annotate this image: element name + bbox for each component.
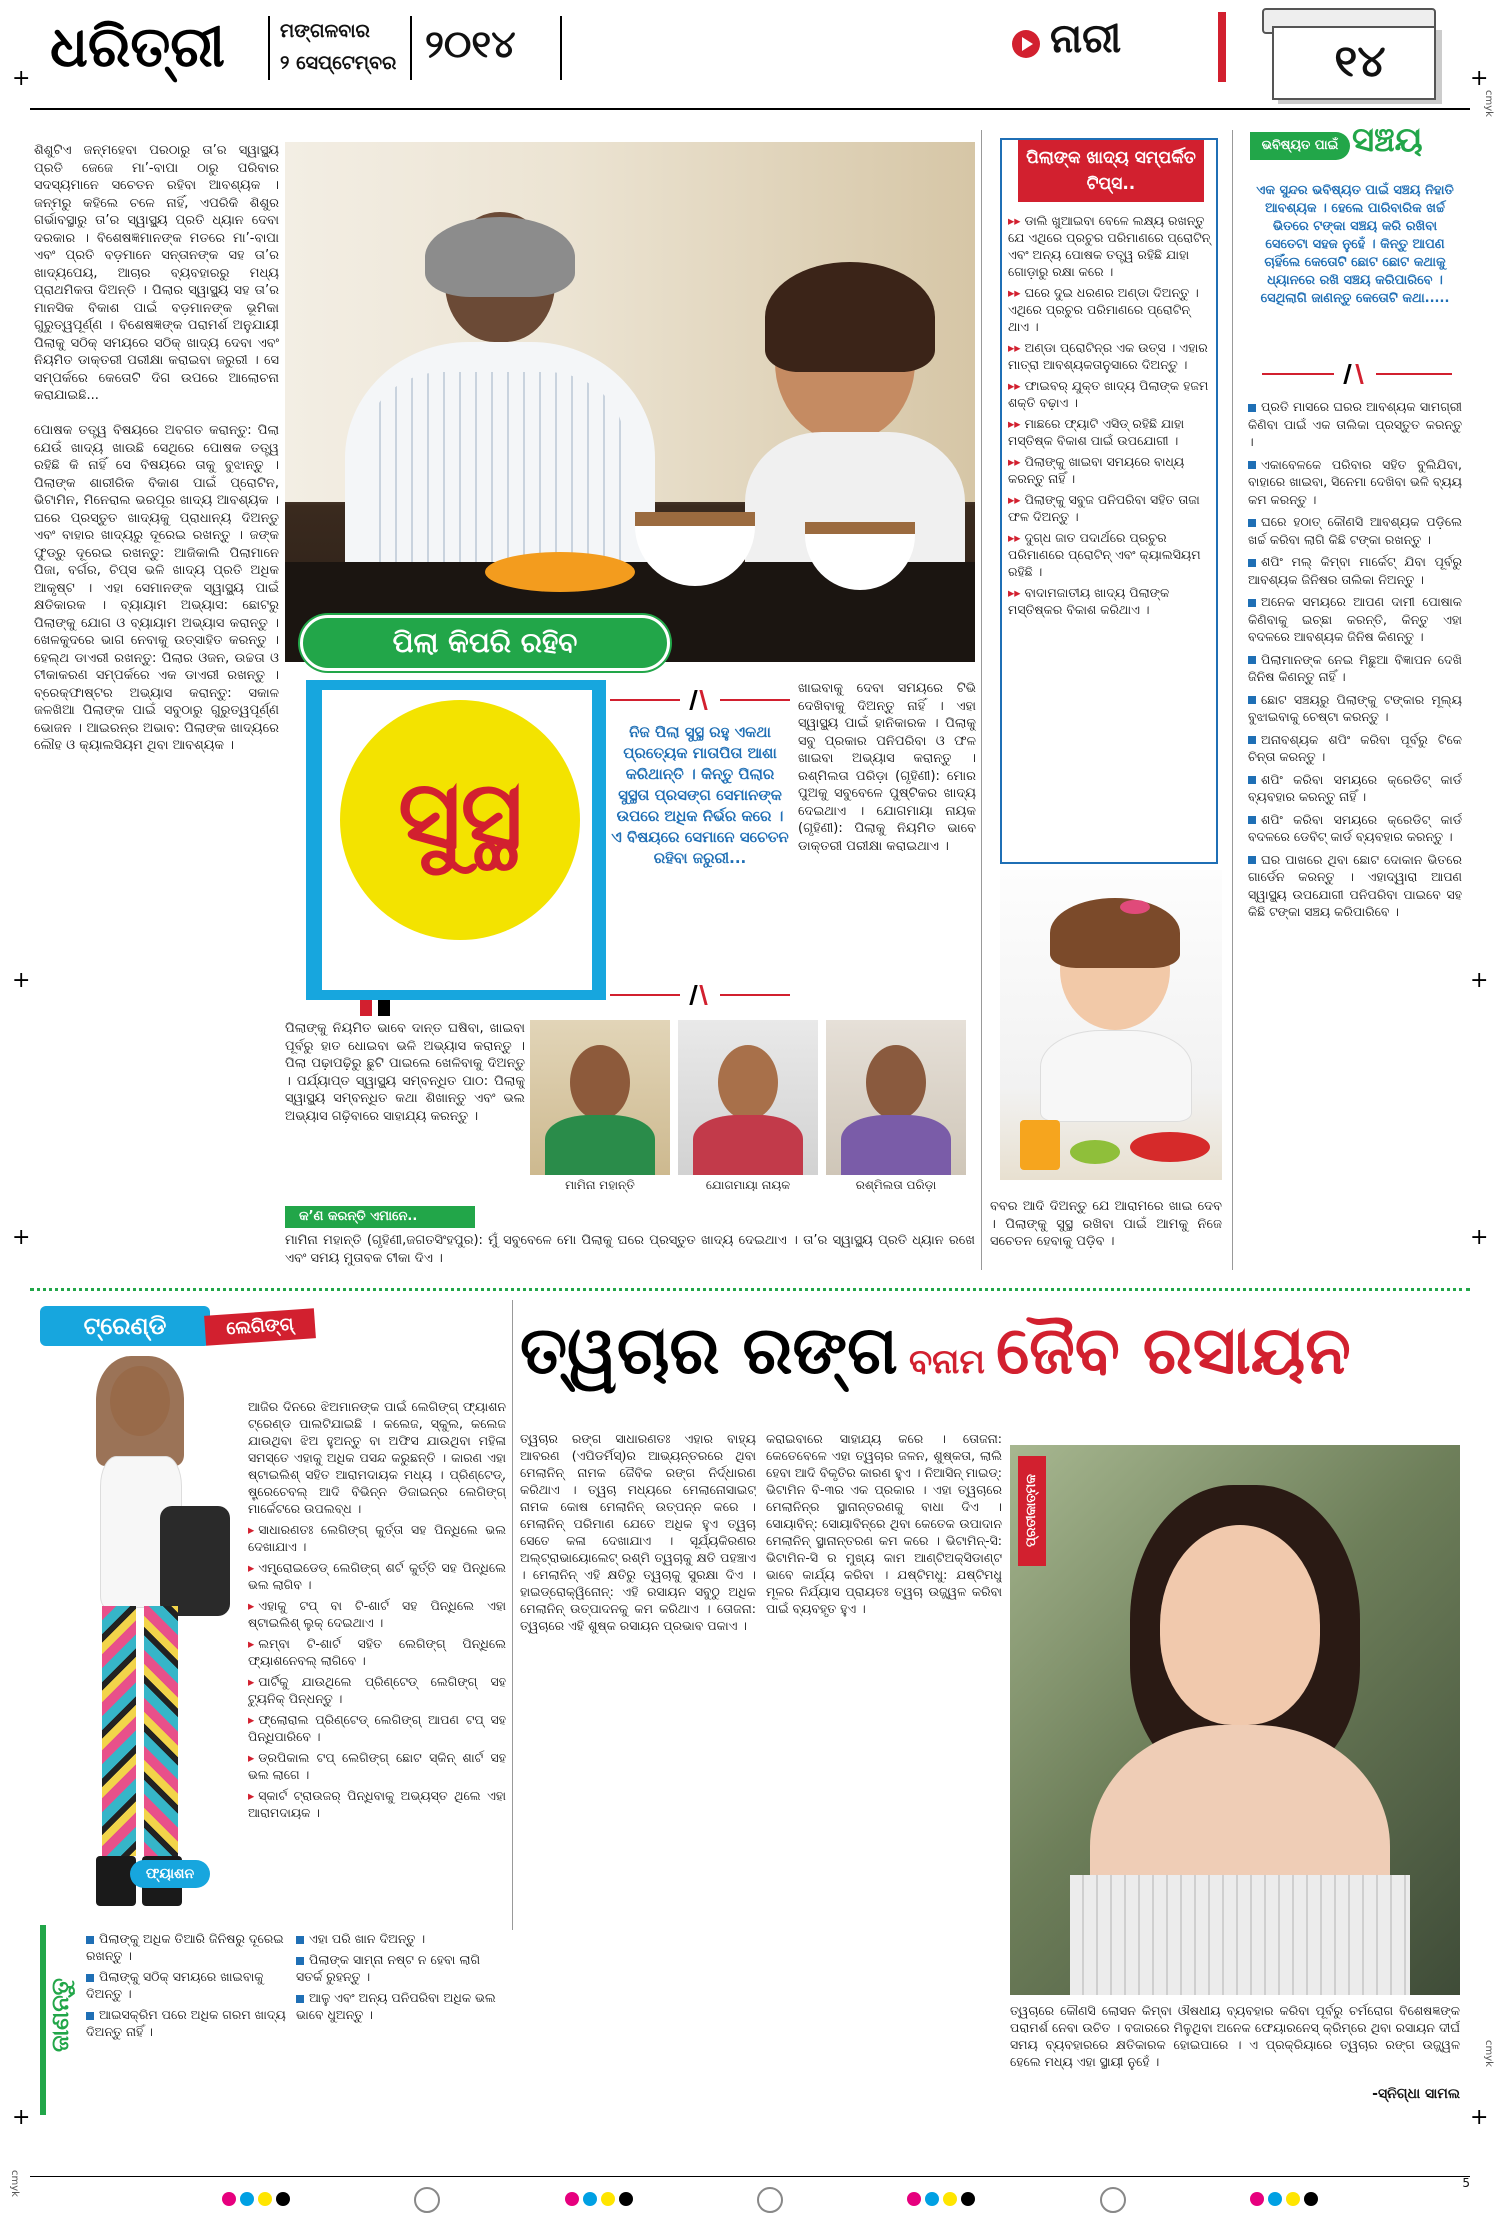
tip-item: ▸▸ ଫାଇବର୍ ଯୁକ୍ତ ଖାଦ୍ୟ ପିଲାଙ୍କ ହଜମ ଶକ୍ତି ବଢ଼ାଏ । [1008, 378, 1209, 410]
savings-item: ଶପିଂ କରିବା ସମୟରେ କ୍ରେଡିଟ୍ କାର୍ଡ ବ୍ୟବହାର କରନ୍ତୁ ନାହିଁ । [1248, 771, 1462, 804]
fashion-label [130, 1860, 210, 1888]
bottom-tip-item: ପିଲାଙ୍କୁ ସଠିକ୍ ସମୟରେ ଖାଇବାକୁ ଦିଅନ୍ତୁ । [86, 1969, 264, 2001]
person-name-1: ମାମିନା ମହାନ୍ତି [565, 1178, 635, 1192]
savings-intro: ଏକ ସୁନ୍ଦର ଭବିଷ୍ୟତ ପାଇଁ ସଞ୍ଚୟ ନିହାତି ଆବଶ୍ୟକ । ହେଲେ ପାରିବାରିକ ଖର୍ଚ୍ଚ ଭିତରେ ଟଙ୍କା ସଞ୍ଚୟ କରି ରଖିବା ସେତେଟା ସହଜ ନୁହେଁ । କିନ୍ତୁ ଆପଣ ଚାହିଁଲେ କେତୋଟି ଛୋଟ ଛୋଟ କଥାକୁ ଧ୍ୟାନରେ ରଖି ସଞ୍ଚୟ କରିପାରିବେ । ସେଥିଲାଗି ଜାଣନ୍ତୁ କେତୋଟି କଥା..... [1256, 183, 1454, 306]
tip-item: ▸▸ ଘରେ ଦୁଇ ଧରଣର ଅଣ୍ଡା ଦିଅନ୍ତୁ । ଏଥିରେ ପ୍ରଚୁର ପରିମାଣରେ ପ୍ରୋଟିନ୍ ଥାଏ । [1008, 285, 1199, 334]
tip-item: ▸▸ ପିଲାଙ୍କୁ ଖାଇବା ସମୟରେ ବାଧ୍ୟ କରନ୍ତୁ ନାହିଁ । [1008, 454, 1185, 486]
tips-title-text: ପିଲାଙ୍କ ଖାଦ୍ୟ ସମ୍ପର୍କିତ ଟିପ୍ସ.. [1026, 148, 1196, 194]
main-col1-more: ପୋଷକ ତତ୍ତ୍ୱ ବିଷୟରେ ଅବଗତ କରାନ୍ତୁ: ପିଲା ଯେଉଁ ଖାଦ୍ୟ ଖାଉଛି ସେଥିରେ ପୋଷକ ତତ୍ତ୍ୱ ରହିଛି କି ନାହିଁ ସେ ବିଷୟରେ ତାକୁ ବୁଝାନ୍ତୁ । ପିଲାଙ୍କ ଶାରୀରିକ ବିକାଶ ପାଇଁ ପ୍ରୋଟିନ, ଭିଟାମିନ, ମିନେରାଲ ଭରପୂର ଖାଦ୍ୟ ଆବଶ୍ୟକ । ଘରେ ପ୍ରସ୍ତୁତ ଖାଦ୍ୟକୁ ପ୍ରାଧାନ୍ୟ ଦିଅନ୍ତୁ ଏବଂ ବାହାର ଖାଦ୍ୟରୁ ଦୂରେଇ ରଖନ୍ତୁ । ଜଙ୍କ ଫୁଡ୍‌ରୁ ଦୂରେଇ ରଖନ୍ତୁ: ଆଜିକାଲି ପିଲାମାନେ ପିଜା, ବର୍ଗର, ଚିପ୍ସ ଭଳି ଖାଦ୍ୟ ପ୍ରତି ଅଧିକ ଆକୃଷ୍ଟ । ଏହା ସେମାନଙ୍କ ସ୍ୱାସ୍ଥ୍ୟ ପାଇଁ କ୍ଷତିକାରକ । ବ୍ୟାୟାମ ଅଭ୍ୟାସ: ଛୋଟରୁ ପିଲାଙ୍କୁ ଯୋଗ ଓ ବ୍ୟାୟାମ ଅଭ୍ୟାସ କରାନ୍ତୁ । ଖେଳକୁଦରେ ଭାଗ ନେବାକୁ ଉତ୍ସାହିତ କରନ୍ତୁ । ହେଲ୍‌ଥ ଡାଏରୀ ରଖନ୍ତୁ: ପିଲାର ଓଜନ, ଉଚ୍ଚତା ଓ ଟୀକାକରଣ ସମ୍ପର୍କରେ ଏକ ଡାଏରୀ ରଖନ୍ତୁ । ବ୍ରେକ୍‌ଫାଷ୍ଟର ଅଭ୍ୟାସ କରାନ୍ତୁ: ସକାଳ ଜଳଖିଆ ପିଲାଙ୍କ ପାଇଁ ସବୁଠାରୁ ଗୁରୁତ୍ୱପୂର୍ଣ୍ଣ ଭୋଜନ । ଆଇରନ୍‌ର ଅଭାବ: ପିଲାଙ୍କ ଖାଦ୍ୟରେ ଲୌହ ଓ କ୍ୟାଲସିୟମ ଥିବା ଆବଶ୍ୟକ । [34, 423, 279, 753]
bottom-tip-item: ପିଲାଙ୍କ ସାମ୍ନା ନଷ୍ଟ ନ ହେବା ଲାଗି ସତର୍କ ରୁହନ୍ତୁ । [296, 1952, 481, 1984]
play-icon [1012, 30, 1040, 58]
cmyk-mark-bottom: cmyk [1483, 2040, 1494, 2067]
savings-item: ଶପିଂ କରିବା ସମୟରେ କ୍ରେଡିଟ୍ କାର୍ଡ ବଦଳରେ ଡେବିଟ୍ କାର୍ଡ ବ୍ୟବହାର କରନ୍ତୁ । [1248, 811, 1462, 844]
main-bottom-text: ବବର ଆଦି ଦିଅନ୍ତୁ ଯେ ଆରାମରେ ଖାଇ ଦେବ । ପିଲାଙ୍କୁ ସୁସ୍ଥ ରଖିବା ପାଇଁ ଆମକୁ ନିଜେ ସଚେତନ ହେବାକୁ ପଡ଼ିବ । [990, 1199, 1222, 1249]
cmyk-mark-top: cmyk [1483, 90, 1494, 117]
trendy-title: ଟ୍ରେଣ୍ଡି [83, 1312, 167, 1340]
cosmetic-headline-a: ତ୍ୱଚାର ରଙ୍ଗ [520, 1312, 898, 1389]
trendy-item: ▸ ପାର୍ଟିକୁ ଯାଉଥିଲେ ପ୍ରିଣ୍ଟେଡ୍ ଲେଗିଙ୍ଗ୍ ସହ ଟ୍ୟୁନିକ୍ ପିନ୍ଧନ୍ତୁ । [248, 1674, 506, 1706]
savings-item: ଘରେ ହଠାତ୍ କୌଣସି ଆବଶ୍ୟକ ପଡ଼ିଲେ ଖର୍ଚ୍ଚ କରିବା ଲାଗି କିଛି ଟଙ୍କା ରଖନ୍ତୁ । [1248, 514, 1462, 547]
person-name-2: ଯୋଗମାୟା ନାୟକ [705, 1178, 791, 1192]
crop-mark-right-bottom: + [1470, 2105, 1489, 2130]
pullquote: ନିଜ ପିଲା ସୁସ୍ଥ ରହୁ ଏକଥା ପ୍ରତ୍ୟେକ ମାତାପିତା ଆଶା କରିଥାନ୍ତି । କିନ୍ତୁ ପିଲାର ସୁସ୍ଥତା ପ୍ରସଙ୍ଗ ସେମାନଙ୍କ ଉପରେ ଅଧିକ ନିର୍ଭର କରେ । ଏ ବିଷୟରେ ସେମାନେ ସଚେତନ ରହିବା ଜରୁରୀ... [611, 723, 789, 867]
masthead [0, 0, 1500, 110]
main-lead: ଶିଶୁଟିଏ ଜନ୍ମହେବା ପରଠାରୁ ତା’ର ସ୍ୱାସ୍ଥ୍ୟ ପ୍ରତି ଜେଜେ ମା’-ବାପା ଠାରୁ ପରିବାର ସଦସ୍ୟମାନେ ସଚେତନ ରହିବା ଆବଶ୍ୟକ । ଜନ୍ମରୁ କହିଲେ ଚଳେ ନାହିଁ, ଏପରିକି ଶିଶୁର ଗର୍ଭାବସ୍ଥାରୁ ତା’ର ସ୍ୱାସ୍ଥ୍ୟ ପ୍ରତି ଧ୍ୟାନ ଦେବା ଦରକାର । ବିଶେଷଜ୍ଞମାନଙ୍କ ମତରେ ମା’-ବାପା ଏବଂ ପ୍ରତି ବଡ଼ମାନେ ସନ୍ତାନଙ୍କ ସହ ତା’ର ଖାଦ୍ୟପେୟ, ଆଚାର ବ୍ୟବହାରରୁ ମଧ୍ୟ ପ୍ରାଥମିକତା ଦିଅନ୍ତି । ପିଲାର ସ୍ୱାସ୍ଥ୍ୟ ସହ ତା’ର ମାନସିକ ବିକାଶ ପାଇଁ ବଡ଼ମାନଙ୍କ ଭୂମିକା ଗୁରୁତ୍ୱପୂର୍ଣ୍ଣ । ବିଶେଷଜ୍ଞଙ୍କ ପରାମର୍ଶ ଅନୁଯାୟୀ ପିଲାକୁ ସଠିକ୍ ସମୟରେ ସଠିକ୍ ଖାଦ୍ୟ ଦେବା ଏବଂ ନିୟମିତ ଡାକ୍ତରୀ ପରୀକ୍ଷା କରାଇବା ଜରୁରୀ । ସେ ସମ୍ପର୍କରେ କେତୋଟି ଦିଗ ଉପରେ ଆଲୋଚନା କରାଯାଇଛି... [34, 143, 279, 403]
trendy-item: ▸ ଏହାକୁ ଟପ୍ ବା ଟି-ଶାର୍ଟ ସହ ପିନ୍ଧିଲେ ଏହା ଷ୍ଟାଇଲିଶ୍ ଲୁକ୍ ଦେଇଥାଏ । [248, 1598, 506, 1630]
tips-list [1008, 212, 1212, 858]
actress-photo-tag [1018, 1456, 1046, 1566]
cosmetic-byline: -ସ୍ନିଗ୍ଧା ସାମଲ [1372, 2086, 1460, 2102]
person-photo-3 [826, 1020, 966, 1175]
trendy-item: ▸ ଫ୍ଲୋରାଲ ପ୍ରିଣ୍ଟେଡ୍ ଲେଗିଙ୍ଗ୍ ଆପଣ ଟପ୍ ସହ ପିନ୍ଧିପାରିବେ । [248, 1712, 506, 1744]
masthead-rule [30, 108, 1470, 110]
registration-target-icon [1100, 2187, 1126, 2213]
tips-title [1018, 140, 1204, 202]
savings-kicker-text: ଭବିଷ୍ୟତ ପାଇଁ [1261, 138, 1339, 153]
masthead-year: ୨୦୧୪ [425, 22, 516, 66]
section-separator [30, 1288, 1470, 1291]
page-number: ୧୪ [1334, 36, 1386, 87]
trendy-item: ▸ ଲମ୍ବା ଟି-ଶାର୍ଟ ସହିତ ଲେଗିଙ୍ଗ୍ ପିନ୍ଧିଲେ ଫ୍ୟାଶନେବଲ୍ ଲାଗିବେ । [248, 1636, 506, 1668]
tip-item: ▸▸ ମାଛରେ ଫ୍ୟାଟି ଏସିଡ୍ ରହିଛି ଯାହା ମସ୍ତିଷ୍କ ବିକାଶ ପାଇଁ ଉପଯୋଗୀ । [1008, 416, 1185, 448]
registration-group [1248, 2191, 1320, 2210]
cosmetic-col2: କରାଇବାରେ ସାହାଯ୍ୟ କରେ । ତୋଜନା: କେତେବେଳେ ଏହା ତ୍ୱଚାର ଜଳନ, ଶୁଷ୍କତା, ଲାଲି ହେବା ଆଦି ବିକୃତିର କାରଣ ହୁଏ । ନିଆସିନ୍ ମାଇଡ୍: ଭିଟାମିନ ବି-୩ର ଏକ ପ୍ରକାର । ଏହା ତ୍ୱଚାରେ ମେଲାନିନ୍‌ର ସ୍ଥାନାନ୍ତରଣକୁ ବାଧା ଦିଏ । ସୋୟାବିନ୍: ସୋୟାବିନ୍‌ରେ ଥିବା କେତେକ ଉପାଦାନ ମେଲାନିନ୍ ସ୍ଥାନାନ୍ତରଣ କମ କରେ । ଭିଟାମିନ୍-ସି: ଭିଟାମିନ-ସି ର ମୁଖ୍ୟ କାମ ଆଣ୍ଟିଅକ୍ସିଡାଣ୍ଟ ଭାବେ କାର୍ଯ୍ୟ କରିବା । ଯଷ୍ଟିମଧୁ: ଯଷ୍ଟିମଧୁ ମୂଳର ନିର୍ଯ୍ୟାସ ପ୍ରାୟତଃ ତ୍ୱଚା ଉଜ୍ଜ୍ୱଳ କରିବା ପାଇଁ ବ୍ୟବହୃତ ହୁଏ । [766, 1431, 1002, 1616]
main-headline: ସୁସ୍ଥ [398, 759, 522, 871]
bottom-tip-item: ଏହା ପରି ଖାନ ଦିଅନ୍ତୁ । [296, 1930, 506, 1947]
trendy-item: ▸ ସ୍କାର୍ଟ ଟ୍ରାଉଜର୍ ପିନ୍ଧିବାକୁ ଅଭ୍ୟସ୍ତ ଥିଲେ ଏହା ଆରାମଦାୟକ । [248, 1788, 506, 1820]
trendy-item: ▸ ଏମ୍ବ୍ରୋଇଡେଡ୍ ଲେଗିଙ୍ଗ୍ ଶର୍ଟ କୁର୍ତ୍ତି ସହ ପିନ୍ଧିଲେ ଭଲ ଲାଗିବ । [248, 1560, 506, 1592]
cosmetic-headline-b: ବନାମ [908, 1342, 985, 1382]
footer-page-number: 5 [1462, 2176, 1470, 2190]
cosmetic-headline [520, 1296, 1480, 1416]
main-lead-text [34, 142, 279, 1250]
crop-mark-right-low: + [1470, 1225, 1489, 1250]
trendy-banner [40, 1306, 210, 1346]
registration-target-icon [414, 2187, 440, 2213]
cosmetic-col3: ତ୍ୱଚାରେ କୌଣସି ଲୋସନ କିମ୍ବା ଔଷଧୀୟ ବ୍ୟବହାର କରିବା ପୂର୍ବରୁ ଚର୍ମରୋଗ ବିଶେଷଜ୍ଞଙ୍କ ପରାମର୍ଶ ନେବା ଉଚିତ । ବଜାରରେ ମିଳୁଥିବା ଅନେକ ଫେୟାରନେସ୍ କ୍ରିମ୍‌ରେ ଥିବା ରସାୟନ ଦୀର୍ଘ ସମୟ ବ୍ୟବହାରରେ କ୍ଷତିକାରକ ହୋଇପାରେ । ଏ ପ୍ରକ୍ରିୟାରେ ତ୍ୱଚାର ରଙ୍ଗ ଉଜ୍ଜ୍ୱଳ ହେଲେ ମଧ୍ୟ ଏହା ସ୍ଥାୟୀ ନୁହେଁ । [1010, 2003, 1460, 2069]
main-banner [300, 615, 670, 671]
savings-list [1248, 398, 1462, 1268]
tip-item: ▸▸ ଡାଲି ଖୁଆଇବା ବେଳେ ଲକ୍ଷ୍ୟ ରଖନ୍ତୁ ଯେ ଏଥିରେ ପ୍ରଚୁର ପରିମାଣରେ ପ୍ରୋଟିନ୍ ଏବଂ ଅନ୍ୟ ପୋଷକ ତତ୍ତ୍ୱ ରହିଛି ଯାହା ଗୋଡ଼ାରୁ ରକ୍ଷା କରେ । [1008, 213, 1211, 279]
bottom-tips-label-bar [40, 1925, 76, 2115]
bottom-tips-col2 [296, 1930, 506, 2115]
masthead-day: ମଙ୍ଗଳବାର [280, 20, 370, 42]
tip-item: ▸▸ ଅଣ୍ଡା ପ୍ରୋଟିନ୍‌ର ଏକ ଉତ୍ସ । ଏହାର ମାତ୍ରା ଆବଶ୍ୟକତାନୁସାରେ ଦିଅନ୍ତୁ । [1008, 340, 1208, 372]
registration-target-icon [757, 2187, 783, 2213]
bottom-tips-label: ଜାଣନ୍ତୁ [46, 1978, 74, 2052]
tip-item: ▸▸ ପିଲାଙ୍କୁ ସବୁଜ ପନିପରିବା ସହିତ ତାଜା ଫଳ ଦିଅନ୍ତୁ । [1008, 492, 1200, 524]
trendy-text [248, 1398, 506, 1920]
main-col3-text: ଖାଇବାକୁ ଦେବା ସମୟରେ ଟିଭି ଦେଖିବାକୁ ଦିଅନ୍ତୁ ନାହିଁ । ଏହା ସ୍ୱାସ୍ଥ୍ୟ ପାଇଁ ହାନିକାରକ । ପିଲାକୁ ସବୁ ପ୍ରକାର ପନିପରିବା ଓ ଫଳ ଖାଇବା ଅଭ୍ୟାସ କରାନ୍ତୁ । ରଶ୍ମିଲତା ପରିଡ଼ା (ଗୃହିଣୀ): ମୋର ପୁଅକୁ ସବୁବେଳେ ପୁଷ୍ଟିକର ଖାଦ୍ୟ ଦେଇଥାଏ । ଯୋଗମାୟା ନାୟକ (ଗୃହିଣୀ): ପିଲାକୁ ନିୟମିତ ଭାବେ ଡାକ୍ତରୀ ପରୀକ୍ଷା କରାଇଥାଏ । [798, 681, 976, 854]
savings-title: ସଞ୍ଚୟ [1352, 120, 1423, 160]
masthead-divider-1 [268, 16, 270, 80]
person-photo-2 [678, 1020, 818, 1175]
savings-item: ଶପିଂ ମଲ୍ କିମ୍ବା ମାର୍କେଟ୍ ଯିବା ପୂର୍ବରୁ ଆବଶ୍ୟକ ଜିନିଷର ତାଲିକା ନିଅନ୍ତୁ । [1248, 554, 1462, 587]
person-name-3: ରଶ୍ମିଲତା ପରିଡ଼ା [855, 1178, 937, 1192]
registration-group [905, 2191, 977, 2210]
actress-photo-tag-text: ପ୍ରତୀକାତ୍ମକ [1024, 1474, 1039, 1548]
footer-rule [30, 2176, 1470, 2177]
main-banner-text: ପିଲା କିପରି ରହିବ [392, 626, 578, 659]
masthead-logo: ଧରିତ୍ରୀ [50, 15, 225, 80]
person-photo-1 [530, 1020, 670, 1175]
section-bar [1218, 12, 1226, 82]
savings-kicker [1250, 132, 1350, 160]
pullquote-ornament-top [610, 690, 790, 710]
registration-group [220, 2191, 292, 2210]
trendy-subtitle-box [204, 1308, 316, 1346]
tip-item: ▸▸ ବାଦାମଜାତୀୟ ଖାଦ୍ୟ ପିଲାଙ୍କ ମସ୍ତିଷ୍କର ବିକାଶ କରିଥାଏ । [1008, 585, 1170, 617]
bottom-tips-col1 [86, 1930, 286, 2115]
trendy-item: ▸ ଡ୍ରପିକାଲ ଟପ୍ ଲେଗିଙ୍ଗ୍ ଛୋଟ ସ୍କିନ୍ ଶାର୍ଟ ସହ ଭଲ ଲାଗେ । [248, 1750, 506, 1782]
cmyk-mark-left: cmyk [9, 2170, 20, 2197]
crop-mark-left-mid: + [12, 968, 31, 993]
savings-item: ପିଲାମାନଙ୍କ ନେଇ ମିଛୁଆ ବିଜ୍ଞାପନ ଦେଖି ଜିନିଷ କିଣନ୍ତୁ ନାହିଁ । [1248, 651, 1462, 684]
trendy-item: ▸ ସାଧାରଣତଃ ଲେଗିଙ୍ଗ୍ କୁର୍ତ୍ତା ସହ ପିନ୍ଧିଲେ ଭଲ ଦେଖାଯାଏ । [248, 1522, 506, 1554]
people-caption-text: କ’ଣ କରନ୍ତି ଏମାନେ.. [299, 1209, 418, 1224]
registration-group [563, 2191, 635, 2210]
column-divider-3 [512, 1300, 513, 1930]
savings-item: ଅନାବଶ୍ୟକ ଶପିଂ କରିବା ପୂର୍ବରୁ ଟିକେ ଚିନ୍ତା କରନ୍ତୁ । [1248, 731, 1462, 764]
bottom-tip-item: ଆଇସକ୍ରିମ ପରେ ଅଧିକ ଗରମ ଖାଦ୍ୟ ଦିଅନ୍ତୁ ନାହିଁ । [86, 2007, 286, 2039]
trendy-lead: ଆଜିର ଦିନରେ ଝିଅମାନଙ୍କ ପାଇଁ ଲେଗିଙ୍ଗ୍ ଫ୍ୟାଶନ ଟ୍ରେଣ୍ଡ ପାଲଟିଯାଇଛି । କଲେଜ, ସ୍କୁଲ, କଲେଜ ଯାଉଥିବା ଝିଅ ହୁଅନ୍ତୁ ବା ଅଫିସ ଯାଉଥିବା ମହିଳା ସମସ୍ତେ ଏହାକୁ ଅଧିକ ପସନ୍ଦ କରୁଛନ୍ତି । କାରଣ ଏହା ଷ୍ଟାଇଲିଶ୍ ସହିତ ଆରାମଦାୟକ ମଧ୍ୟ । ପ୍ରିଣ୍ଟେଡ୍, ଷ୍ଟ୍ରେଚେବଲ୍ ଆଦି ବିଭିନ୍ନ ଡିଜାଇନ୍‌ର ଲେଗିଙ୍ଗ୍ ମାର୍କେଟରେ ଉପଲବ୍ଧ । [248, 1399, 506, 1516]
crop-mark-left-low: + [12, 1225, 31, 1250]
people-caption [285, 1206, 475, 1228]
cosmetic-col1: ତ୍ୱଚାର ରଙ୍ଗ ସାଧାରଣତଃ ଏହାର ବାହ୍ୟ ଆବରଣ (ଏପିଡର୍ମିସ୍)ର ଆଭ୍ୟନ୍ତରରେ ଥିବା ମେଲାନିନ୍ ନାମକ ଜୈବିକ ରଙ୍ଗ ନିର୍ଦ୍ଧାରଣ କରିଥାଏ । ତ୍ୱଚା ମଧ୍ୟରେ ମେଲାନୋସାଇଟ୍ ନାମକ କୋଷ ମେଲାନିନ୍ ଉତ୍ପନ୍ନ କରେ । ମେଲାନିନ୍ ପରିମାଣ ଯେତେ ଅଧିକ ହୁଏ ତ୍ୱଚା ସେତେ କଳା ଦେଖାଯାଏ । ସୂର୍ଯ୍ୟକିରଣର ଅଲ୍‌ଟ୍ରାଭାୟୋଲେଟ୍ ରଶ୍ମି ତ୍ୱଚାକୁ କ୍ଷତି ପହଞ୍ଚାଏ । ମେଲାନିନ୍ ଏହି କ୍ଷତିରୁ ତ୍ୱଚାକୁ ସୁରକ୍ଷା ଦିଏ । ହାଇଡ୍ରୋକ୍ୱିନୋନ୍: ଏହି ରସାୟନ ସବୁଠୁ ଅଧିକ ମେଲାନିନ୍ ଉତ୍ପାଦନକୁ କମ କରିଥାଏ । ତୋଜନା: ତ୍ୱଚାରେ ଏହି ଶୁଷ୍କ ରସାୟନ ପ୍ରଭାବ ପକାଏ । [520, 1431, 756, 1633]
savings-item: ଘର ପାଖରେ ଥିବା ଛୋଟ ଦୋକାନ ଭିତରେ ଗାର୍ଡେନ କରନ୍ତୁ । ଏହାଦ୍ୱାରା ଆପଣ ସ୍ୱାସ୍ଥ୍ୟ ଉପଯୋଗୀ ପନିପରିବା ପାଇବେ ସହ କିଛି ଟଙ୍କା ସଞ୍ଚୟ କରିପାରିବେ । [1248, 851, 1462, 919]
main-col2-text: ପିଲାଙ୍କୁ ନିୟମିତ ଭାବେ ଦାନ୍ତ ଘଷିବା, ଖାଇବା ପୂର୍ବରୁ ହାତ ଧୋଇବା ଭଳି ଅଭ୍ୟାସ କରାନ୍ତୁ । ପିଲା ପଢ଼ାପଢ଼ିରୁ ଛୁଟି ପାଇଲେ ଖେଳିବାକୁ ଦିଅନ୍ତୁ । ପର୍ଯ୍ୟାପ୍ତ ସ୍ୱାସ୍ଥ୍ୟ ସମ୍ବନ୍ଧିତ ପାଠ: ପିଲାକୁ ସ୍ୱାସ୍ଥ୍ୟ ସମ୍ବନ୍ଧିତ କଥା ଶିଖାନ୍ତୁ ଏବଂ ଭଲ ଅଭ୍ୟାସ ଗଢ଼ିବାରେ ସାହାଯ୍ୟ କରନ୍ତୁ । [285, 1021, 525, 1124]
crop-mark-left-top: + [12, 66, 31, 91]
crop-mark-left-bottom: + [12, 2105, 31, 2130]
trendy-subtitle: ଲେଗିଙ୍ଗ୍ [225, 1313, 295, 1340]
actress-photo [1010, 1445, 1460, 1995]
tip-item: ▸▸ ଦୁଗ୍ଧ ଜାତ ପଦାର୍ଥରେ ପ୍ରଚୁର ପରିମାଣରେ ପ୍ରୋଟିନ୍ ଏବଂ କ୍ୟାଲସିୟମ ରହିଛି । [1008, 530, 1201, 579]
people-text: ମାମିନା ମହାନ୍ତି (ଗୃହିଣୀ,ଜଗତସିଂହପୁର): ମୁଁ ସବୁବେଳେ ମୋ ପିଲାକୁ ଘରେ ପ୍ରସ୍ତୁତ ଖାଦ୍ୟ ଦେଇଥାଏ । ତା’ର ସ୍ୱାସ୍ଥ୍ୟ ପ୍ରତି ଧ୍ୟାନ ରଖେ ଏବଂ ସମୟ ମୁତାବକ ଟୀକା ଦିଏ । [285, 1233, 975, 1266]
toddler-photo [1000, 870, 1222, 1180]
savings-item: ଏକାବେଳକେ ପରିବାର ସହିତ ବୁଲିଯିବା, ବାହାରେ ଖାଇବା, ସିନେମା ଦେଖିବା ଭଳି ବ୍ୟୟ କମ କରନ୍ତୁ । [1248, 456, 1462, 507]
bottom-tip-item: ଆଳୁ ଏବଂ ଅନ୍ୟ ପନିପରିବା ଅଧିକ ଭଲ ଭାବେ ଧୁଅନ୍ତୁ । [296, 1990, 496, 2022]
bottom-tip-item: ପିଲାଙ୍କୁ ଅଧିକ ତିଆରି ଜିନିଷରୁ ଦୂରେଇ ରଖନ୍ତୁ । [86, 1931, 284, 1963]
masthead-divider-3 [560, 16, 562, 80]
masthead-date: ୨ ସେପ୍ଟେମ୍ବର [280, 52, 397, 74]
headline-stamp-red [360, 1000, 372, 1016]
cosmetic-headline-c: ଜୈବ ରସାୟନ [996, 1312, 1351, 1389]
section-name: ନାରୀ [1050, 16, 1122, 62]
column-divider-2 [1232, 130, 1233, 1270]
pullquote-ornament-bottom [610, 985, 790, 1005]
savings-ornament [1262, 364, 1452, 384]
savings-item: ଅନେକ ସମୟରେ ଆପଣ ଦାମୀ ପୋଷାକ କିଣିବାକୁ ଇଚ୍ଛା କରନ୍ତି, କିନ୍ତୁ ଏହା ବଦଳରେ ଆବଶ୍ୟକ ଜିନିଷ କିଣନ୍ତୁ । [1248, 594, 1462, 644]
savings-item: ଛୋଟ ସଞ୍ଚୟରୁ ପିଲାଙ୍କୁ ଟଙ୍କାର ମୂଲ୍ୟ ବୁଝାଇବାକୁ ଚେଷ୍ଟା କରନ୍ତୁ । [1248, 691, 1462, 724]
footer-registration-marks [220, 2188, 1320, 2212]
fashion-label-text: ଫ୍ୟାଶନ [145, 1866, 195, 1882]
masthead-divider-2 [410, 16, 412, 80]
headline-stamp-black [378, 1000, 390, 1016]
orange-plate [485, 552, 635, 592]
crop-mark-right-top: + [1470, 66, 1489, 91]
column-divider-1 [981, 130, 982, 1270]
main-photo [285, 142, 975, 662]
leggings-photo [40, 1356, 240, 1916]
crop-mark-right-mid: + [1470, 968, 1489, 993]
savings-item: ପ୍ରତି ମାସରେ ଘରର ଆବଶ୍ୟକ ସାମଗ୍ରୀ କିଣିବା ପାଇଁ ଏକ ତାଲିକା ପ୍ରସ୍ତୁତ କରନ୍ତୁ । [1248, 399, 1462, 449]
